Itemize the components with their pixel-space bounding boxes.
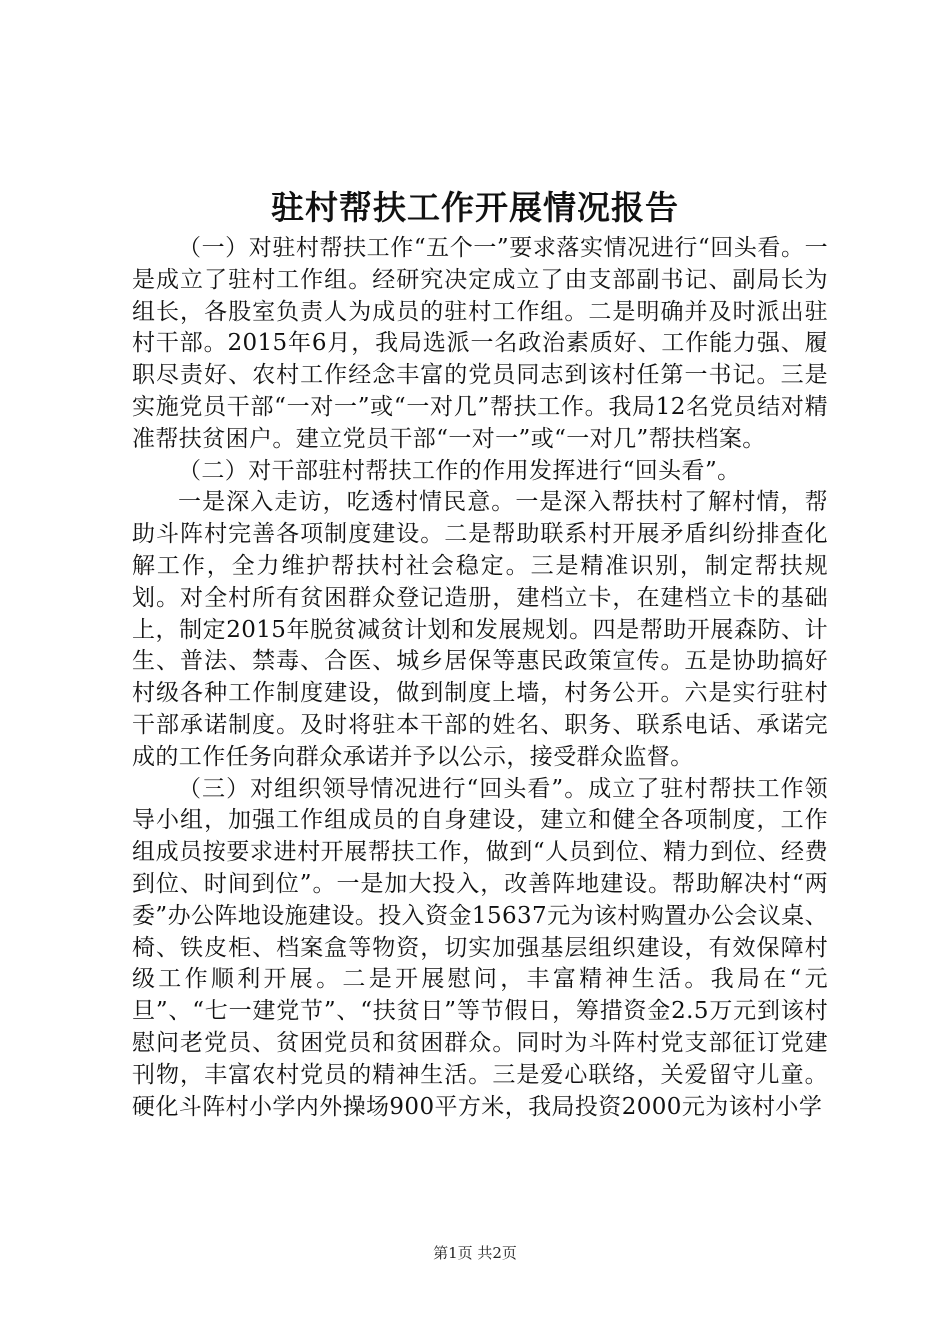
paragraph-1: （一）对驻村帮扶工作“五个一”要求落实情况进行“回头看。一是成立了驻村工作组。经研究决定成立了由支部副书记、副局长为组长，各股室负责人为成员的驻村工作组。二是明确并及时派出驻村干部。2015年6月，我局选派一名政治素质好、工作能力强、履职尽责好、农村工作经念丰富的党员同志到该村任第一书记。三是实施党员干部“一对一”或“一对几”帮扶工作。我局12名党员结对精准帮扶贫困户。建立党员干部“一对一”或“一对几”帮扶档案。 xyxy=(132,235,828,452)
document-body xyxy=(132,233,828,1123)
paragraph-3: 一是深入走访，吃透村情民意。一是深入帮扶村了解村情，帮助斗阵村完善各项制度建设。二是帮助联系村开展矛盾纠纷排查化解工作，全力维护帮扶村社会稳定。三是精准识别，制定帮扶规划。对全村所有贫困群众登记造册，建档立卡，在建档立卡的基础上，制定2015年脱贫减贫计划和发展规划。四是帮助开展森防、计生、普法、禁毒、合医、城乡居保等惠民政策宣传。五是协助搞好村级各种工作制度建设，做到制度上墙，村务公开。六是实行驻村干部承诺制度。及时将驻本干部的姓名、职务、联系电话、承诺完成的工作任务向群众承诺并予以公示，接受群众监督。 xyxy=(132,489,828,770)
paragraph-2: （二）对干部驻村帮扶工作的作用发挥进行“回头看”。 xyxy=(178,457,741,484)
document-title: 驻村帮扶工作开展情况报告 xyxy=(271,188,679,227)
paragraph-4: （三）对组织领导情况进行“回头看”。成立了驻村帮扶工作领导小组，加强工作组成员的自身建设，建立和健全各项制度，工作组成员按要求进村开展帮扶工作，做到“人员到位、精力到位、经费到位、时间到位”。一是加大投入，改善阵地建设。帮助解决村“两委”办公阵地设施建设。投入资金15637元为该村购置办公会议桌、椅、铁皮柜、档案盒等物资，切实加强基层组织建设，有效保障村级工作顺利开展。二是开展慰问，丰富精神生活。我局在“元旦”、“七一建党节”、“扶贫日”等节假日，筹措资金2.5万元到该村慰问老党员、贫困党员和贫困群众。同时为斗阵村党支部征订党建刊物，丰富农村党员的精神生活。三是爱心联络，关爱留守儿童。硬化斗阵村小学内外操场900平方米，我局投资2000元为该村小学 xyxy=(132,775,828,1120)
page-number-footer: 第1页 共2页 xyxy=(433,1244,517,1262)
